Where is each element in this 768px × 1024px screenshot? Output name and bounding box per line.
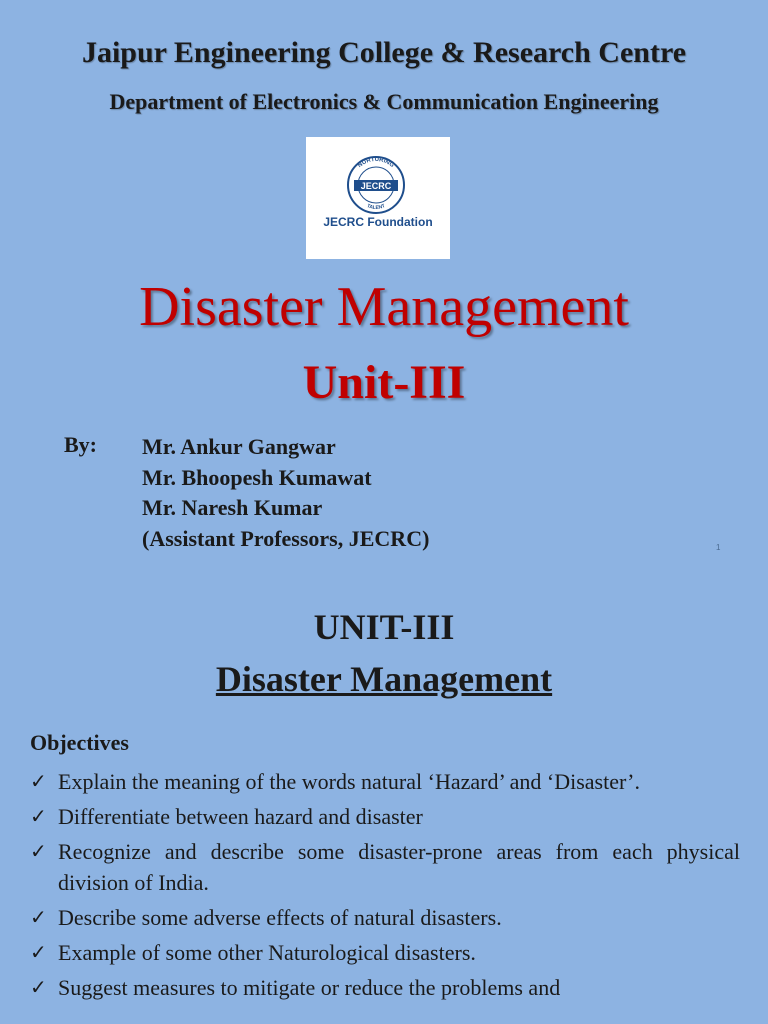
author-name: Mr. Naresh Kumar [142,495,323,520]
list-item [30,801,740,832]
logo-emblem-icon [344,153,408,217]
objectives-list [30,766,740,1007]
checkmark-icon: ✓ [30,804,47,828]
logo-center-text: JECRC [360,181,392,191]
checkmark-icon: ✓ [30,975,47,999]
objective-text: Explain the meaning of the words natural ‘Hazard’ and ‘Disaster’. [58,769,640,794]
by-label: By: [64,432,97,457]
logo-ring-bottom-text: TALENT [365,203,387,212]
list-item [30,766,740,797]
list-item [30,937,740,968]
checkmark-icon: ✓ [30,940,47,964]
author-name: Mr. Ankur Gangwar [142,434,336,459]
list-item [30,972,740,1003]
checkmark-icon: ✓ [30,905,47,929]
unit-heading: UNIT-III [313,607,455,647]
objective-text: Describe some adverse effects of natural disasters. [58,905,502,930]
checkmark-icon: ✓ [30,839,47,863]
objective-text: Recognize and describe some disaster-prone areas from each physical division of India. [58,839,740,895]
svg-text:TALENT [366,203,386,211]
unit-title: Unit-III [302,356,466,409]
topic-heading: Disaster Management [215,659,553,699]
objectives-slide [0,576,768,1024]
list-item [30,902,740,933]
college-name: Jaipur Engineering College & Research Centre [81,36,687,69]
objective-text: Example of some other Naturological disasters. [58,940,476,965]
objective-text: Suggest measures to mitigate or reduce the problems and [58,975,561,1000]
list-item [30,836,740,898]
objectives-label: Objectives [30,730,129,755]
author-name: Mr. Bhoopesh Kumawat [142,464,372,490]
page-number: 1 [716,543,721,552]
author-list [142,432,429,554]
jecrc-logo [306,137,450,259]
department-name: Department of Electronics & Communication Engineering [109,89,659,114]
presentation-title: Disaster Management [139,276,629,338]
logo-caption: JECRC Foundation [323,215,433,229]
objective-text: Differentiate between hazard and disaster [58,804,423,829]
author-designation: (Assistant Professors, JECRC) [142,525,430,551]
checkmark-icon: ✓ [30,769,47,793]
logo-ring-top-text: NURTURING [357,156,395,170]
